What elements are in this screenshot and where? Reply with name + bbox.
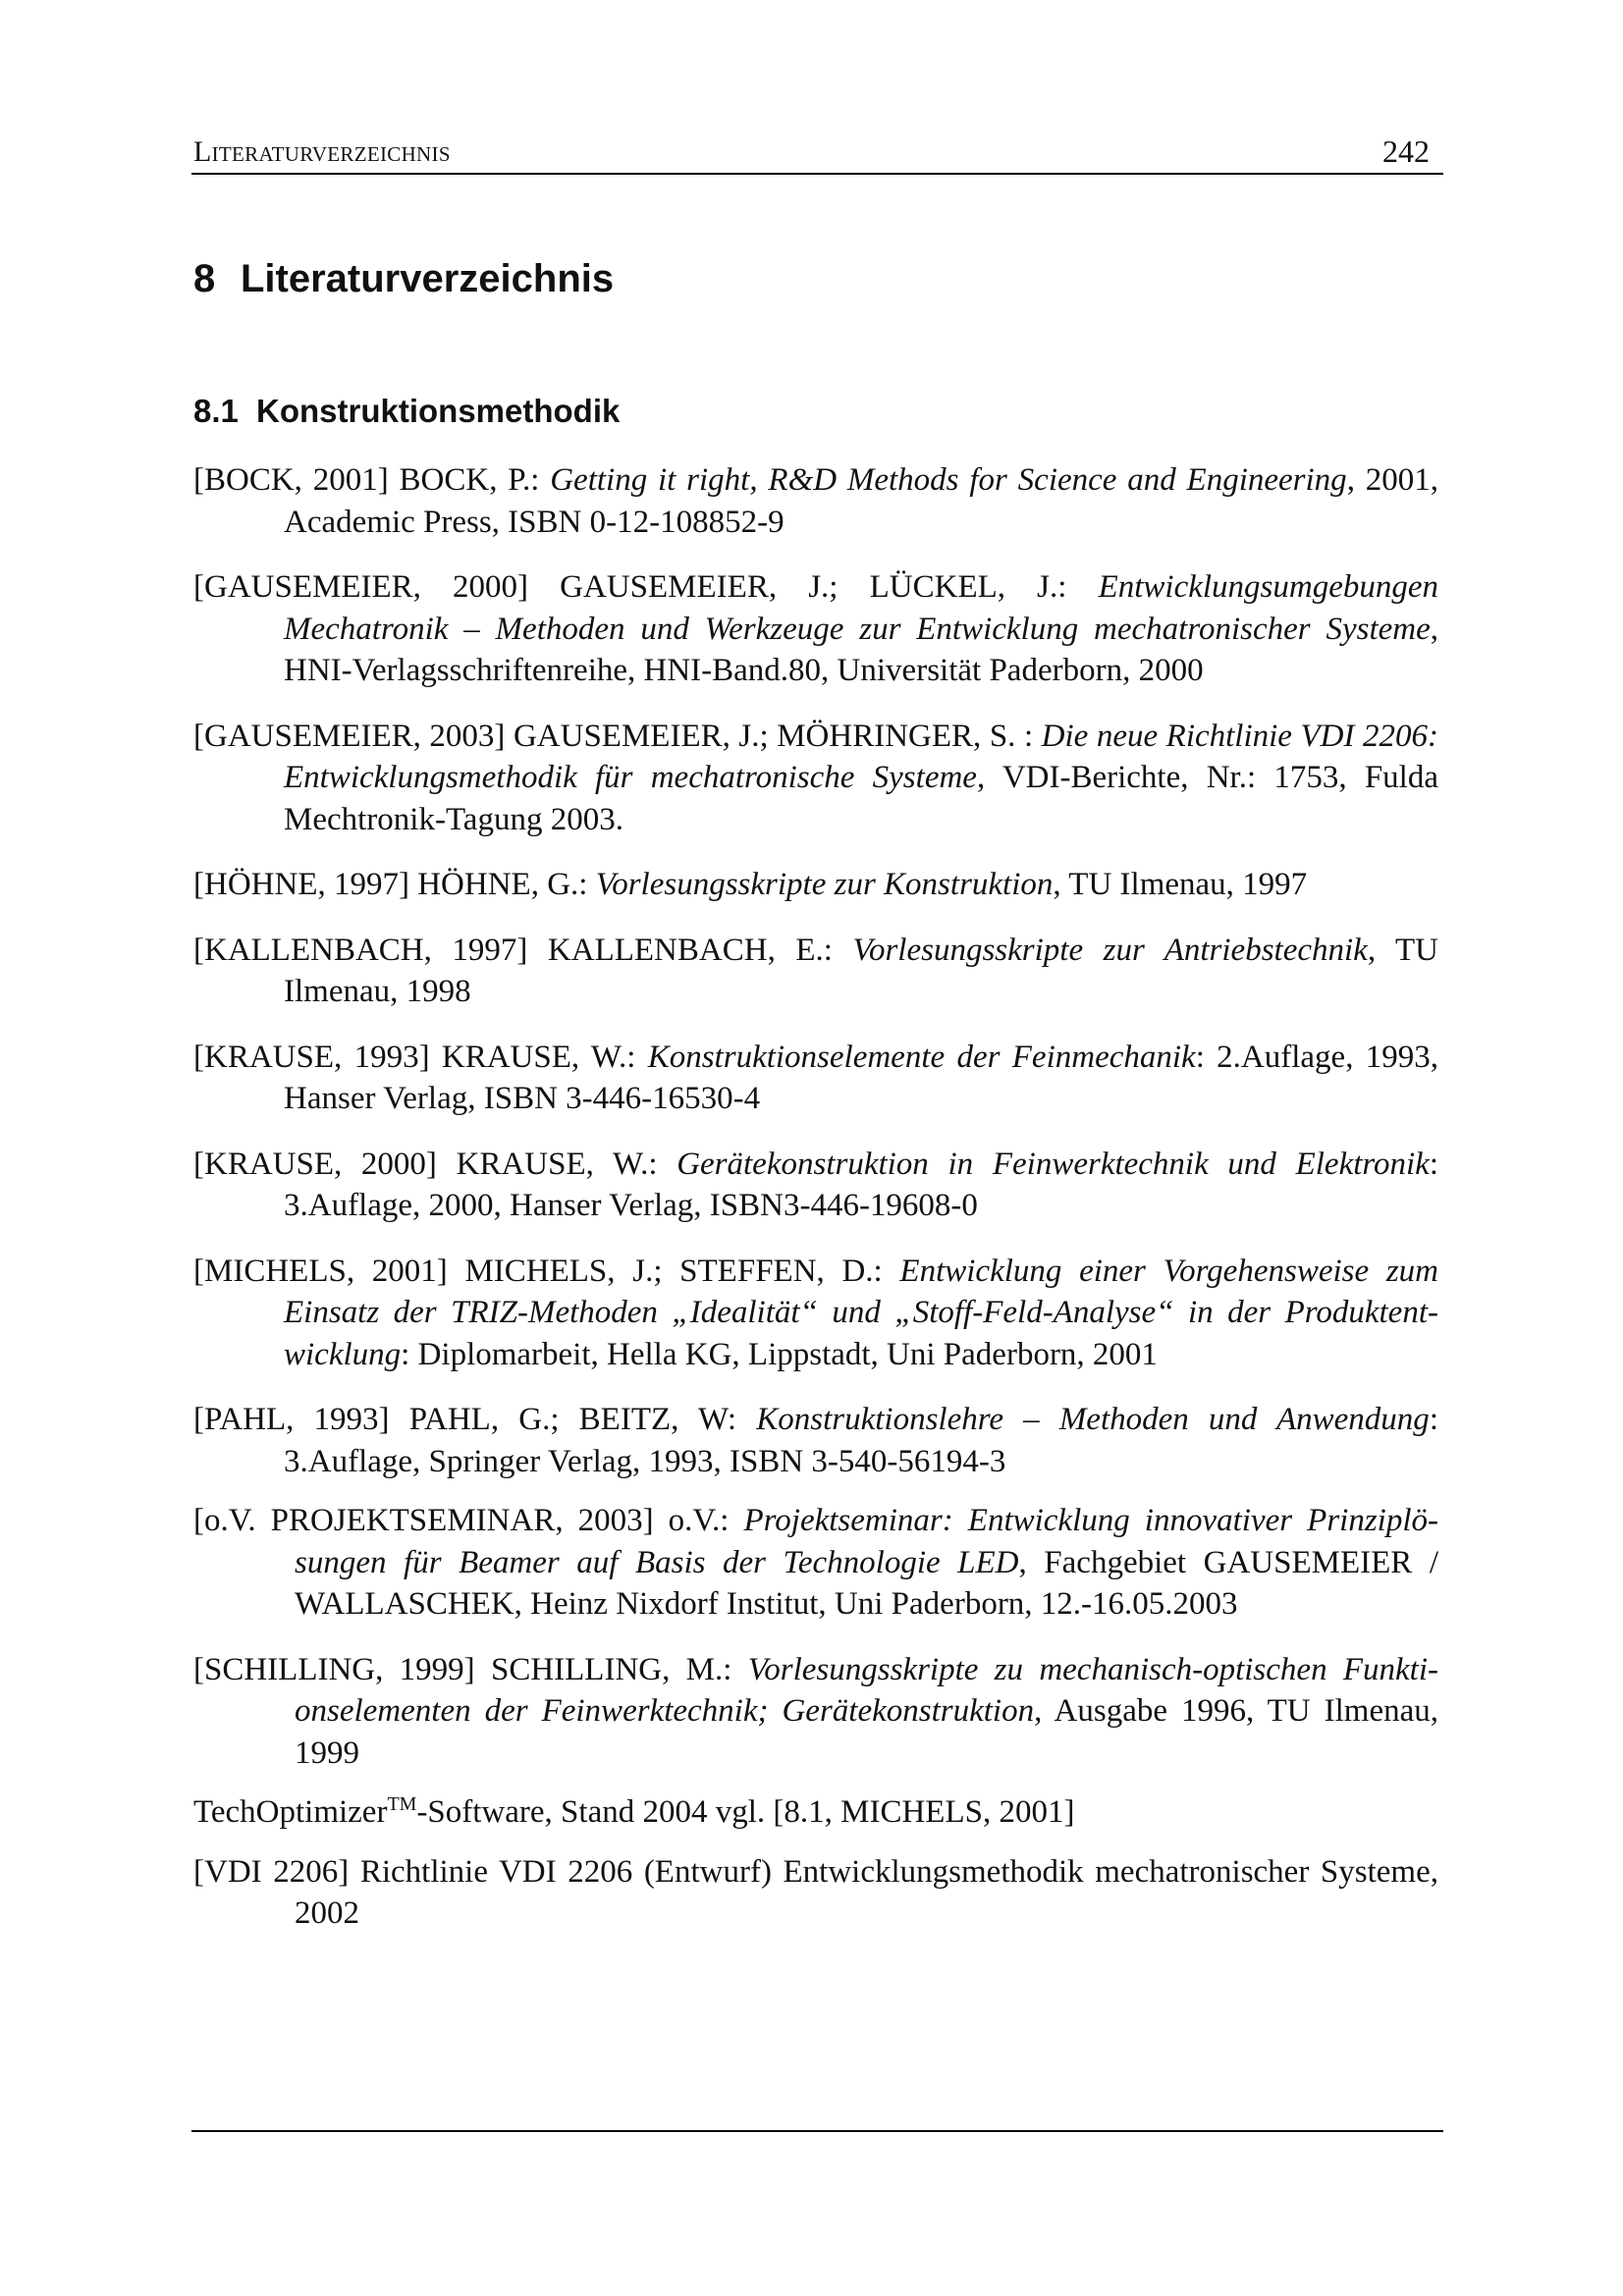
reference-gausemeier-2003 <box>193 716 1438 841</box>
ref-details: , TU Ilmenau, 1997 <box>1053 867 1308 902</box>
ref-authors: [GAUSEMEIER, 2003] GAUSEMEIER, J.; MÖHRINGER, S. : <box>193 718 1042 754</box>
reference-gausemeier-2000 <box>193 566 1438 692</box>
ref-details: -Software, Stand 2004 vgl. [8.1, MICHELS, 2001] <box>416 1794 1075 1830</box>
reference-techoptimizer <box>193 1791 1438 1834</box>
chapter-number: 8 <box>193 257 216 300</box>
chapter-title: Literaturverzeichnis <box>241 257 615 300</box>
ref-title: Vorlesungsskripte zu mechanisch-optischen Funkti-onselementen der Feinwerktechnik; Gerätekonstruktion <box>295 1651 1438 1729</box>
ref-title: Gerätekonstruktion in Feinwerktechnik und Elektronik <box>676 1146 1430 1182</box>
ref-details: : 3.Auflage, Springer Verlag, 1993, ISBN 3-540-56194-3 <box>284 1402 1438 1479</box>
page-number: 242 <box>1382 133 1430 169</box>
ref-authors: [KALLENBACH, 1997] KALLENBACH, E.: <box>193 932 853 968</box>
section-number: 8.1 <box>193 393 239 429</box>
ref-details: , TU Ilmenau, 1998 <box>284 932 1438 1009</box>
ref-title: Entwicklung einer Vorgehensweise zum Einsatz der TRIZ-Methoden „Idealität“ und „Stoff-Feld-Analyse“ in der Produktent-wicklung <box>284 1253 1438 1372</box>
ref-authors: [GAUSEMEIER, 2000] GAUSEMEIER, J.; LÜCKEL, J.: <box>193 569 1099 605</box>
ref-authors: [KRAUSE, 1993] KRAUSE, W.: <box>193 1039 648 1075</box>
ref-title: Entwicklungsumgebungen Mechatronik – Methoden und Werkzeuge zur Entwicklung mechatronischer Systeme <box>284 569 1438 647</box>
ref-title: Die neue Richtlinie VDI 2206: Entwicklungsmethodik für mechatronische Systeme <box>284 718 1438 795</box>
ref-authors: [o.V. PROJEKTSEMINAR, 2003] o.V.: <box>193 1503 744 1538</box>
reference-kallenbach-1997 <box>193 930 1438 1013</box>
ref-authors: [BOCK, 2001] BOCK, P.: <box>193 462 551 498</box>
reference-bock-2001 <box>193 459 1438 543</box>
reference-list <box>193 459 1438 1958</box>
reference-krause-2000 <box>193 1144 1438 1227</box>
ref-details: : Diplomarbeit, Hella KG, Lippstadt, Uni Paderborn, 2001 <box>401 1336 1158 1372</box>
ref-details: : 2.Auflage, 1993, Hanser Verlag, ISBN 3-446-16530-4 <box>284 1039 1439 1116</box>
reference-vdi-2206 <box>193 1851 1438 1935</box>
ref-product: TechOptimizer <box>193 1794 388 1830</box>
ref-authors: [KRAUSE, 2000] KRAUSE, W.: <box>193 1146 677 1182</box>
ref-authors: [HÖHNE, 1997] HÖHNE, G.: <box>193 867 596 902</box>
ref-details: , Ausgabe 1996, TU Ilmenau, 1999 <box>295 1693 1438 1771</box>
reference-pahl-1993 <box>193 1399 1438 1482</box>
section-title: Konstruktionsmethodik <box>256 393 621 429</box>
ref-details: , HNI-Verlagsschriftenreihe, HNI-Band.80, Universität Paderborn, 2000 <box>284 611 1438 688</box>
ref-title: Konstruktionslehre – Methoden und Anwendung <box>756 1402 1430 1437</box>
reference-hoehne-1997 <box>193 864 1438 906</box>
ref-details: , 2001, Academic Press, ISBN 0-12-108852-9 <box>284 462 1439 540</box>
reference-michels-2001 <box>193 1251 1438 1376</box>
ref-title: Konstruktionselemente der Feinmechanik <box>647 1039 1196 1075</box>
ref-title: Vorlesungsskripte zur Antriebstechnik <box>852 932 1368 968</box>
ref-details: , Fachgebiet GAUSEMEIER / WALLASCHEK, Heinz Nixdorf Institut, Uni Paderborn, 12.-16.05.2003 <box>295 1544 1438 1622</box>
chapter-heading <box>193 257 614 301</box>
running-header <box>191 126 1443 175</box>
reference-projektseminar-2003 <box>193 1500 1438 1626</box>
trademark-mark: TM <box>387 1793 417 1815</box>
reference-krause-1993 <box>193 1037 1438 1120</box>
footer-rule <box>191 2130 1443 2132</box>
ref-text: [VDI 2206] Richtlinie VDI 2206 (Entwurf) Entwicklungsmethodik mechatronischer Systeme, 2002 <box>193 1853 1438 1931</box>
ref-authors: [SCHILLING, 1999] SCHILLING, M.: <box>193 1651 748 1687</box>
ref-title: Getting it right, R&D Methods for Science and Engineering <box>550 462 1347 498</box>
ref-details: , VDI-Berichte, Nr.: 1753, Fulda Mechtronik-Tagung 2003. <box>284 760 1438 837</box>
ref-details: : 3.Auflage, 2000, Hanser Verlag, ISBN3-446-19608-0 <box>284 1146 1438 1223</box>
section-heading <box>193 393 620 430</box>
ref-title: Vorlesungsskripte zur Konstruktion <box>595 867 1054 902</box>
ref-authors: [PAHL, 1993] PAHL, G.; BEITZ, W: <box>193 1402 757 1437</box>
ref-title: Projektseminar: Entwicklung innovativer Prinziplö-sungen für Beamer auf Basis der Technologie LED <box>295 1503 1438 1580</box>
ref-authors: [MICHELS, 2001] MICHELS, J.; STEFFEN, D.: <box>193 1253 900 1289</box>
header-title: Literaturverzeichnis <box>193 135 451 168</box>
reference-schilling-1999 <box>193 1649 1438 1775</box>
